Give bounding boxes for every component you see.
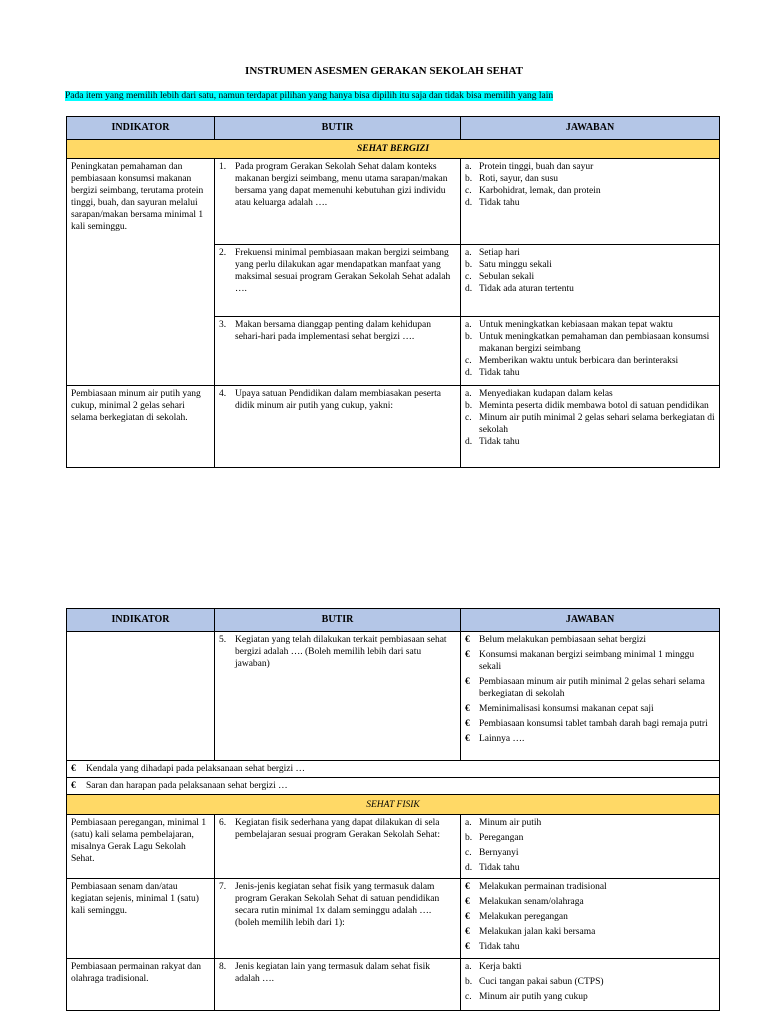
open-question-saran[interactable]: € Saran dan harapan pada pelaksanaan sehat bergizi … <box>67 778 720 795</box>
answer-option[interactable]: d. Tidak tahu <box>465 368 520 378</box>
checkbox-option[interactable]: € Pembiasaan konsumsi tablet tambah darah bagi remaja putri <box>465 719 708 729</box>
indicator-2: Pembiasaan minum air putih yang cukup, minimal 2 gelas sehari selama berkegiatan di sekolah. <box>67 386 215 468</box>
answer-option[interactable]: a. Untuk meningkatkan kebiasaan makan tepat waktu <box>465 320 673 330</box>
answer-option[interactable]: d. Tidak tahu <box>465 198 520 208</box>
question-number: 4. <box>219 389 227 399</box>
answer-option[interactable]: c. Minum air putih minimal 2 gelas sehari selama berkegiatan di sekolah <box>465 413 715 435</box>
section-sehat-bergizi: SEHAT BERGIZI <box>67 140 720 159</box>
header-butir: BUTIR <box>215 609 461 632</box>
question-number: 6. <box>219 818 227 828</box>
checkbox-option[interactable]: € Melakukan jalan kaki bersama <box>465 927 596 937</box>
indicator-1: Peningkatan pemahaman dan pembiasaan konsumsi makanan bergizi seimbang, terutama protein tinggi, buah, dan sayuran melalui sarapan/makan bersama minimal 1 kali seminggu. <box>67 159 215 386</box>
answers-3 <box>461 317 720 386</box>
header-butir: BUTIR <box>215 117 461 140</box>
checkbox-icon: € <box>71 764 76 774</box>
checkbox-option[interactable]: € Belum melakukan pembiasaan sehat bergizi <box>465 635 647 645</box>
question-3 <box>215 317 461 386</box>
question-number: 3. <box>219 320 227 330</box>
question-text: Pada program Gerakan Sekolah Sehat dalam konteks makanan bergizi seimbang, menu utama sarapan/makan bersama yang dapat memenuhi kebutuhan gizi individu atau keluarga adalah …. <box>235 162 448 208</box>
question-text: Upaya satuan Pendidikan dalam membiasakan peserta didik minum air putih yang cukup, yakni: <box>235 389 442 411</box>
question-4 <box>215 386 461 468</box>
question-text: Kegiatan fisik sederhana yang dapat dilakukan di sela pembelajaran sesuai program Gerakan Sekolah Sehat: <box>235 818 440 840</box>
checkbox-icon: € <box>465 734 470 744</box>
header-jawaban: JAWABAN <box>461 117 720 140</box>
header-indikator: INDIKATOR <box>67 117 215 140</box>
question-text: Kegiatan yang telah dilakukan terkait pembiasaan sehat bergizi adalah …. (Boleh memilih lebih dari satu jawaban) <box>235 635 447 669</box>
indicator-3: Pembiasaan peregangan, minimal 1 (satu) kali selama pembelajaran, misalnya Gerak Lagu Sekolah Sehat. <box>67 815 215 879</box>
note-highlight: Pada item yang memilih lebih dari satu, namun terdapat pilihan yang hanya bisa dipilih itu saja dan tidak bisa memilih yang lain <box>65 91 554 101</box>
answers-6 <box>461 815 720 879</box>
answer-option[interactable]: a. Kerja bakti <box>465 962 522 972</box>
question-1 <box>215 159 461 245</box>
document-title: INSTRUMEN ASESMEN GERAKAN SEKOLAH SEHAT <box>245 65 523 77</box>
checkbox-option[interactable]: € Tidak tahu <box>465 942 520 952</box>
checkbox-icon: € <box>465 719 470 729</box>
instruction-note <box>65 91 553 101</box>
checkbox-icon: € <box>465 650 470 660</box>
question-5 <box>215 632 461 761</box>
question-number: 5. <box>219 635 227 645</box>
assessment-table-1 <box>66 116 720 468</box>
checkbox-option[interactable]: € Meminimalisasi konsumsi makanan cepat saji <box>465 704 654 714</box>
answer-option[interactable]: c. Bernyanyi <box>465 848 519 858</box>
question-text: Jenis kegiatan lain yang termasuk dalam sehat fisik adalah …. <box>235 962 430 984</box>
answer-option[interactable]: c. Sebulan sekali <box>465 272 535 282</box>
question-number: 2. <box>219 248 227 258</box>
question-text: Jenis-jenis kegiatan sehat fisik yang termasuk dalam program Gerakan Sekolah Sehat di satuan pendidikan secara rutin minimal 1x dalam seminggu adalah …. (boleh memilih lebih dari 1): <box>235 882 440 928</box>
indicator-empty <box>67 632 215 761</box>
checkbox-icon: € <box>71 781 76 791</box>
open-question-kendala[interactable]: € Kendala yang dihadapi pada pelaksanaan sehat bergizi … <box>67 761 720 778</box>
checkbox-option[interactable]: € Pembiasaan minum air putih minimal 2 gelas sehari selama berkegiatan di sekolah <box>465 677 705 699</box>
answer-option[interactable]: c. Memberikan waktu untuk berbicara dan berinteraksi <box>465 356 679 366</box>
answers-5 <box>461 632 720 761</box>
checkbox-icon: € <box>465 912 470 922</box>
answer-option[interactable]: a. Protein tinggi, buah dan sayur <box>465 162 594 172</box>
answer-option[interactable]: c. Minum air putih yang cukup <box>465 992 588 1002</box>
answer-option[interactable]: b. Satu minggu sekali <box>465 260 552 270</box>
checkbox-icon: € <box>465 704 470 714</box>
question-text: Frekuensi minimal pembiasaan makan bergizi seimbang yang perlu dilakukan agar mendapatkan manfaat yang maksimal sesuai program Gerakan Sekolah Sehat adalah …. <box>235 248 451 294</box>
answers-2 <box>461 245 720 317</box>
question-text: Makan bersama dianggap penting dalam kehidupan sehari-hari pada implementasi sehat bergizi …. <box>235 320 432 342</box>
question-7 <box>215 879 461 959</box>
answer-option[interactable]: d. Tidak ada aturan tertentu <box>465 284 574 294</box>
answer-option[interactable]: b. Peregangan <box>465 833 524 843</box>
checkbox-icon: € <box>465 927 470 937</box>
header-jawaban: JAWABAN <box>461 609 720 632</box>
checkbox-icon: € <box>465 635 470 645</box>
checkbox-icon: € <box>465 882 470 892</box>
assessment-table-2 <box>66 608 720 1011</box>
checkbox-option[interactable]: € Melakukan permainan tradisional <box>465 882 607 892</box>
checkbox-icon: € <box>465 677 470 687</box>
answers-7 <box>461 879 720 959</box>
question-number: 1. <box>219 162 227 172</box>
answer-option[interactable]: b. Cuci tangan pakai sabun (CTPS) <box>465 977 604 987</box>
question-6 <box>215 815 461 879</box>
section-sehat-fisik: SEHAT FISIK <box>67 795 720 815</box>
question-8 <box>215 959 461 1011</box>
question-number: 7. <box>219 882 227 892</box>
answer-option[interactable]: b. Untuk meningkatkan pemahaman dan pembiasaan konsumsi makanan bergizi seimbang <box>465 332 710 354</box>
question-number: 8. <box>219 962 227 972</box>
answer-option[interactable]: d. Tidak tahu <box>465 437 520 447</box>
question-2 <box>215 245 461 317</box>
checkbox-option[interactable]: € Lainnya …. <box>465 734 525 744</box>
answers-4 <box>461 386 720 468</box>
answer-option[interactable]: a. Minum air putih <box>465 818 542 828</box>
answer-option[interactable]: b. Meminta peserta didik membawa botol di satuan pendidikan <box>465 401 709 411</box>
answers-1 <box>461 159 720 245</box>
checkbox-icon: € <box>465 942 470 952</box>
checkbox-option[interactable]: € Melakukan senam/olahraga <box>465 897 584 907</box>
indicator-4: Pembiasaan senam dan/atau kegiatan sejenis, minimal 1 (satu) kali seminggu. <box>67 879 215 959</box>
checkbox-option[interactable]: € Melakukan peregangan <box>465 912 568 922</box>
answer-option[interactable]: a. Setiap hari <box>465 248 520 258</box>
answer-option[interactable]: b. Roti, sayur, dan susu <box>465 174 559 184</box>
answer-option[interactable]: d. Tidak tahu <box>465 863 520 873</box>
header-indikator: INDIKATOR <box>67 609 215 632</box>
indicator-5: Pembiasaan permainan rakyat dan olahraga tradisional. <box>67 959 215 1011</box>
answer-option[interactable]: c. Karbohidrat, lemak, dan protein <box>465 186 601 196</box>
answers-8 <box>461 959 720 1011</box>
checkbox-icon: € <box>465 897 470 907</box>
checkbox-option[interactable]: € Konsumsi makanan bergizi seimbang minimal 1 minggu sekali <box>465 650 695 672</box>
answer-option[interactable]: a. Menyediakan kudapan dalam kelas <box>465 389 613 399</box>
